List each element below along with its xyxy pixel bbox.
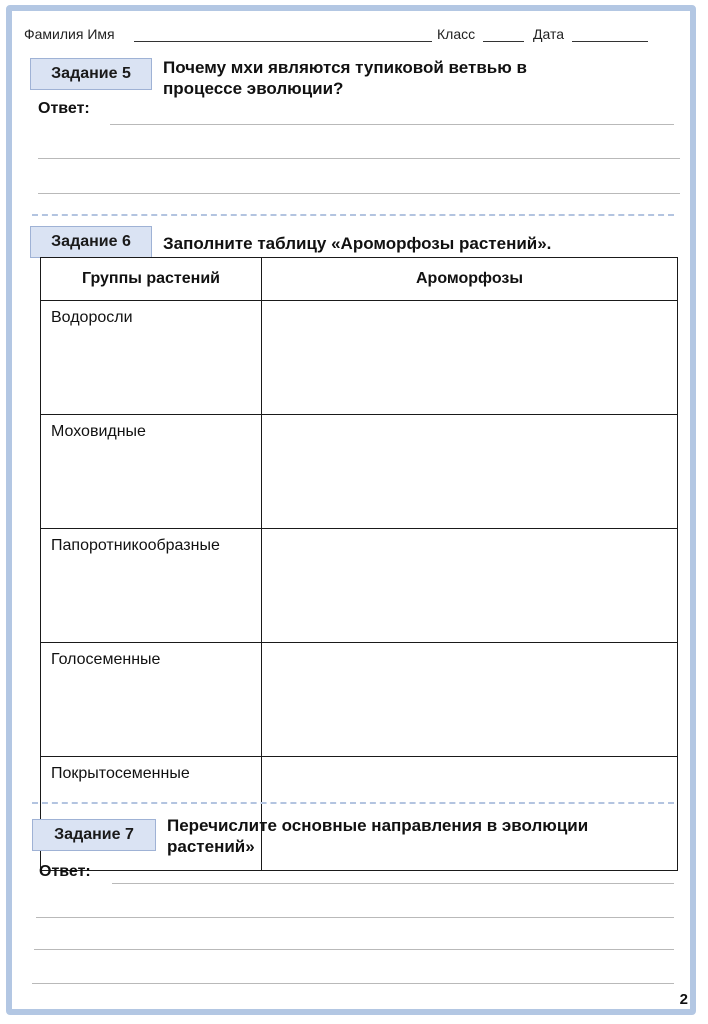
table-row bbox=[41, 415, 678, 529]
student-header bbox=[24, 24, 664, 46]
task5-answer-line-1[interactable] bbox=[110, 124, 674, 125]
date-label: Дата bbox=[533, 26, 565, 42]
table-header-row bbox=[41, 258, 678, 301]
table-row bbox=[41, 643, 678, 757]
task7-answer-label: Ответ: bbox=[39, 863, 91, 880]
task7-label: Задание 7 bbox=[32, 819, 156, 851]
aromorphosis-cell[interactable] bbox=[262, 529, 678, 643]
task7-question bbox=[167, 815, 588, 857]
task5-question-line1: Почему мхи являются тупиковой ветвью в bbox=[163, 58, 527, 77]
plant-group-cell: Моховидные bbox=[41, 415, 262, 529]
task7-question-line1: Перечислите основные направления в эволюции bbox=[167, 816, 589, 835]
task7-answer-line-3[interactable] bbox=[34, 949, 674, 950]
name-label: Фамилия Имя bbox=[24, 26, 115, 42]
task7-question-line2: растений» bbox=[167, 837, 255, 856]
name-field[interactable] bbox=[134, 41, 432, 42]
section-divider bbox=[32, 802, 674, 804]
task5-question-line2: процессе эволюции? bbox=[163, 79, 344, 98]
date-field[interactable] bbox=[572, 41, 648, 42]
page-number: 2 bbox=[679, 991, 688, 1008]
task7-answer-line-1[interactable] bbox=[112, 883, 674, 884]
task5-answer-line-3[interactable] bbox=[38, 193, 680, 194]
task6-question: Заполните таблицу «Ароморфозы растений». bbox=[163, 234, 552, 253]
task5-question bbox=[163, 57, 527, 99]
section-divider bbox=[32, 214, 674, 216]
aromorphoses-table bbox=[40, 257, 678, 871]
aromorphosis-cell[interactable] bbox=[262, 643, 678, 757]
aromorphosis-cell[interactable] bbox=[262, 301, 678, 415]
task7-answer-line-2[interactable] bbox=[36, 917, 674, 918]
task5-answer-line-2[interactable] bbox=[38, 158, 680, 159]
plant-group-cell: Голосеменные bbox=[41, 643, 262, 757]
task5-answer-label: Ответ: bbox=[38, 100, 90, 117]
aromorphosis-cell[interactable] bbox=[262, 415, 678, 529]
class-label: Класс bbox=[437, 26, 476, 42]
task6-label: Задание 6 bbox=[30, 226, 152, 258]
table-row bbox=[41, 301, 678, 415]
task7-answer-line-4[interactable] bbox=[32, 983, 674, 984]
class-field[interactable] bbox=[483, 41, 524, 42]
table-row bbox=[41, 529, 678, 643]
plant-group-cell: Папоротникообразные bbox=[41, 529, 262, 643]
task5-label: Задание 5 bbox=[30, 58, 152, 90]
column-header-aromorphoses: Ароморфозы bbox=[262, 258, 678, 301]
plant-group-cell: Покрытосеменные bbox=[41, 757, 262, 871]
plant-group-cell: Водоросли bbox=[41, 301, 262, 415]
column-header-groups: Группы растений bbox=[41, 258, 262, 301]
